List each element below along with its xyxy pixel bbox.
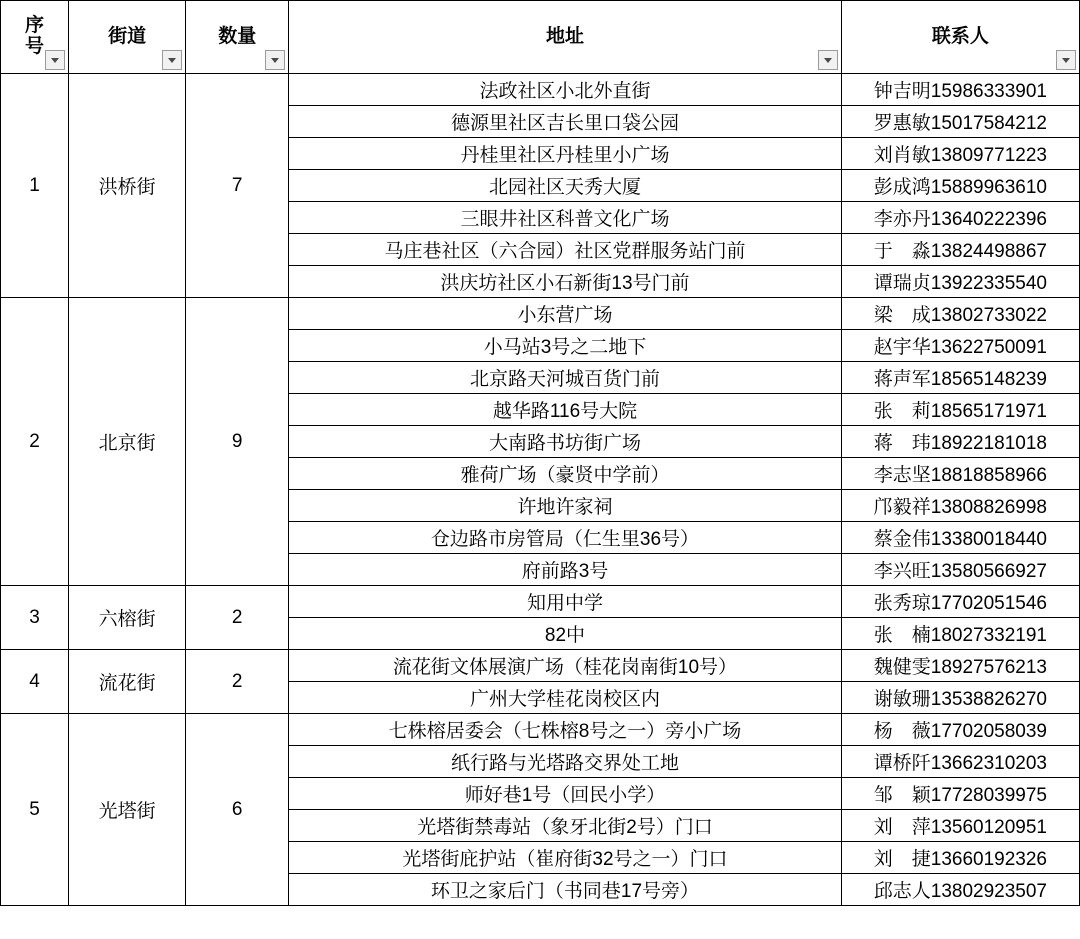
cell-contact (841, 682, 1079, 714)
cell-address: 环卫之家后门（书同巷17号旁） (289, 874, 842, 906)
header-address-label: 地址 (545, 25, 584, 47)
cell-contact (841, 202, 1079, 234)
cell-address: 法政社区小北外直街 (289, 74, 842, 106)
table-row (1, 298, 1080, 330)
cell-address: 小东营广场 (289, 298, 842, 330)
cell-index: 3 (1, 586, 69, 650)
contact-phone: 18565148239 (930, 369, 1047, 390)
cell-index: 4 (1, 650, 69, 714)
cell-contact (841, 810, 1079, 842)
cell-count: 9 (186, 298, 289, 586)
contact-name: 谭桥阡 (873, 753, 931, 774)
contact-name: 于 淼 (873, 241, 931, 262)
table-body (1, 74, 1080, 906)
cell-address: 雅荷广场（豪贤中学前） (289, 458, 842, 490)
cell-contact (841, 394, 1079, 426)
contact-phone: 18922181018 (930, 433, 1047, 454)
filter-dropdown-icon[interactable] (818, 50, 838, 70)
header-contact-label: 联系人 (931, 25, 989, 47)
cell-contact (841, 74, 1079, 106)
cell-contact (841, 714, 1079, 746)
cell-contact (841, 266, 1079, 298)
cell-street: 光塔街 (69, 714, 186, 906)
filter-dropdown-icon[interactable] (162, 50, 182, 70)
contact-phone: 18818858966 (930, 465, 1047, 486)
cell-contact (841, 874, 1079, 906)
contact-phone: 13580566927 (930, 561, 1047, 582)
contact-name: 李志坚 (873, 465, 931, 486)
cell-contact (841, 170, 1079, 202)
cell-address: 马庄巷社区（六合园）社区党群服务站门前 (289, 234, 842, 266)
cell-contact (841, 330, 1079, 362)
contact-name: 邱志人 (873, 881, 931, 902)
cell-contact (841, 746, 1079, 778)
cell-contact (841, 426, 1079, 458)
contact-name: 蒋声军 (873, 369, 931, 390)
filter-dropdown-icon[interactable] (1056, 50, 1076, 70)
contact-phone: 13660192326 (930, 849, 1047, 870)
cell-contact (841, 362, 1079, 394)
contact-phone: 13922335540 (930, 273, 1047, 294)
contact-name: 蔡金伟 (873, 529, 931, 550)
cell-contact (841, 586, 1079, 618)
contact-name: 赵宇华 (873, 337, 931, 358)
cell-count: 7 (186, 74, 289, 298)
cell-address: 德源里社区吉长里口袋公园 (289, 106, 842, 138)
cell-address: 府前路3号 (289, 554, 842, 586)
filter-dropdown-icon[interactable] (45, 50, 65, 70)
contact-name: 彭成鸿 (873, 177, 931, 198)
cell-address: 纸行路与光塔路交界处工地 (289, 746, 842, 778)
contact-name: 刘 萍 (873, 817, 931, 838)
cell-address: 小马站3号之二地下 (289, 330, 842, 362)
cell-index: 1 (1, 74, 69, 298)
contact-phone: 13808826998 (930, 497, 1047, 518)
contact-phone: 17728039975 (930, 785, 1047, 806)
chevron-down-icon (168, 58, 176, 63)
cell-address: 光塔街禁毒站（象牙北街2号）门口 (289, 810, 842, 842)
contact-phone: 17702051546 (930, 593, 1047, 614)
table-row (1, 74, 1080, 106)
contact-phone: 13380018440 (930, 529, 1047, 550)
cell-address: 越华路116号大院 (289, 394, 842, 426)
contact-name: 邹 颖 (873, 785, 931, 806)
cell-contact (841, 650, 1079, 682)
table-row (1, 650, 1080, 682)
cell-contact (841, 234, 1079, 266)
contact-phone: 17702058039 (930, 721, 1047, 742)
cell-contact (841, 298, 1079, 330)
cell-index: 5 (1, 714, 69, 906)
contact-name: 李兴旺 (873, 561, 931, 582)
cell-contact (841, 106, 1079, 138)
cell-street: 北京街 (69, 298, 186, 586)
table-row (1, 586, 1080, 618)
cell-street: 六榕街 (69, 586, 186, 650)
contact-phone: 13802923507 (930, 881, 1047, 902)
contact-name: 张秀琼 (873, 593, 931, 614)
contact-phone: 18927576213 (930, 657, 1047, 678)
chevron-down-icon (271, 58, 279, 63)
contact-phone: 13622750091 (930, 337, 1047, 358)
contact-phone: 13802733022 (930, 305, 1047, 326)
contact-phone: 13809771223 (930, 145, 1047, 166)
contact-name: 刘 捷 (873, 849, 931, 870)
cell-contact (841, 522, 1079, 554)
cell-address: 知用中学 (289, 586, 842, 618)
cell-street: 流花街 (69, 650, 186, 714)
cell-address: 丹桂里社区丹桂里小广场 (289, 138, 842, 170)
contact-name: 张 楠 (873, 625, 931, 646)
contact-phone: 13824498867 (930, 241, 1047, 262)
cell-contact (841, 554, 1079, 586)
cell-address: 大南路书坊街广场 (289, 426, 842, 458)
header-contact (841, 1, 1079, 74)
contact-phone: 15017584212 (930, 113, 1047, 134)
contact-name: 张 莉 (873, 401, 931, 422)
cell-contact (841, 138, 1079, 170)
contact-name: 刘肖敏 (873, 145, 931, 166)
chevron-down-icon (51, 58, 59, 63)
cell-count: 2 (186, 586, 289, 650)
chevron-down-icon (1062, 58, 1070, 63)
table-header (1, 1, 1080, 74)
cell-count: 6 (186, 714, 289, 906)
cell-contact (841, 778, 1079, 810)
contact-phone: 18565171971 (930, 401, 1047, 422)
filter-dropdown-icon[interactable] (265, 50, 285, 70)
contact-name: 李亦丹 (873, 209, 931, 230)
cell-address: 洪庆坊社区小石新街13号门前 (289, 266, 842, 298)
cell-address: 广州大学桂花岗校区内 (289, 682, 842, 714)
cell-address: 师好巷1号（回民小学） (289, 778, 842, 810)
contact-name: 邝毅祥 (873, 497, 931, 518)
cell-contact (841, 842, 1079, 874)
cell-count: 2 (186, 650, 289, 714)
cell-contact (841, 490, 1079, 522)
cell-address: 流花街文体展演广场（桂花岗南街10号） (289, 650, 842, 682)
contact-name: 梁 成 (873, 305, 931, 326)
cell-address: 82中 (289, 618, 842, 650)
cell-contact (841, 458, 1079, 490)
contact-phone: 13662310203 (930, 753, 1047, 774)
contact-phone: 15986333901 (930, 81, 1047, 102)
header-index (1, 1, 69, 74)
cell-address: 七株榕居委会（七株榕8号之一）旁小广场 (289, 714, 842, 746)
cell-street: 洪桥街 (69, 74, 186, 298)
contact-phone: 13640222396 (930, 209, 1047, 230)
header-street-label: 街道 (108, 25, 147, 47)
contact-name: 谢敏珊 (873, 689, 931, 710)
cell-address: 北京路天河城百货门前 (289, 362, 842, 394)
header-count-label: 数量 (218, 25, 257, 47)
contact-phone: 13538826270 (930, 689, 1047, 710)
contact-name: 谭瑞贞 (873, 273, 931, 294)
cell-address: 仓边路市房管局（仁生里36号） (289, 522, 842, 554)
header-index-label: 序号 (25, 15, 45, 57)
cell-index: 2 (1, 298, 69, 586)
header-street (69, 1, 186, 74)
contact-phone: 15889963610 (930, 177, 1047, 198)
cell-address: 北园社区天秀大厦 (289, 170, 842, 202)
cell-address: 三眼井社区科普文化广场 (289, 202, 842, 234)
cell-address: 光塔街庇护站（崔府街32号之一）门口 (289, 842, 842, 874)
contact-name: 钟吉明 (873, 81, 931, 102)
contact-phone: 13560120951 (930, 817, 1047, 838)
header-count (186, 1, 289, 74)
contact-name: 杨 薇 (873, 721, 931, 742)
cell-contact (841, 618, 1079, 650)
table-row (1, 714, 1080, 746)
contact-name: 蒋 玮 (873, 433, 931, 454)
chevron-down-icon (824, 58, 832, 63)
contact-name: 魏健雯 (873, 657, 931, 678)
contact-name: 罗惠敏 (873, 113, 931, 134)
header-address (289, 1, 842, 74)
cell-address: 许地许家祠 (289, 490, 842, 522)
contact-phone: 18027332191 (930, 625, 1047, 646)
